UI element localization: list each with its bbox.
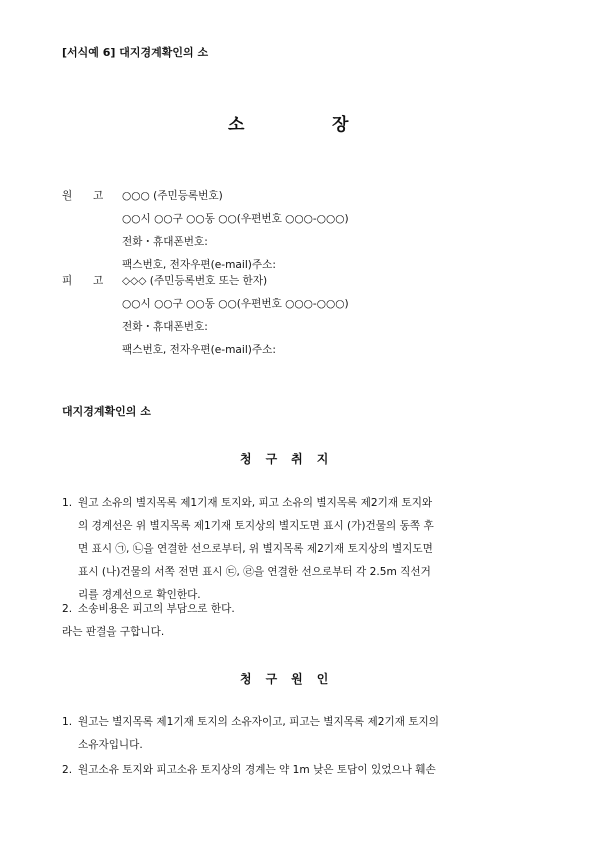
- item-number: 1.: [62, 497, 73, 509]
- item-text: [62, 711, 530, 757]
- doc-title-left: 소: [228, 115, 245, 135]
- item-line: 리를 경계선으로 확인한다.: [78, 589, 201, 601]
- claim-cause-item-1: [62, 711, 530, 757]
- doc-title-right: 장: [332, 115, 349, 135]
- defendant-label-b: 고: [93, 275, 104, 287]
- item-line: 소송비용은 피고의 부담으로 한다.: [78, 603, 235, 615]
- plaintiff-fax-email: 팩스번호, 전자우편(e-mail)주소:: [122, 259, 276, 271]
- claim-purpose-item-1: [62, 492, 530, 607]
- item-line: 원고 소유의 별지목록 제1기재 토지와, 피고 소유의 별지목록 제2기재 토지와: [78, 497, 433, 509]
- defendant-phone: 전화・휴대폰번호:: [122, 321, 208, 333]
- plaintiff-address: ○○시 ○○구 ○○동 ○○(우편번호 ○○○-○○○): [122, 213, 349, 225]
- claim-purpose-item-2: [62, 598, 530, 621]
- claim-purpose-closing: 라는 판결을 구합니다.: [62, 626, 165, 638]
- item-line: 원고는 별지목록 제1기재 토지의 소유자이고, 피고는 별지목록 제2기재 토지의: [78, 716, 440, 728]
- plaintiff-name: ○○○ (주민등록번호): [122, 190, 223, 202]
- item-line: 표시 (나)건물의 서쪽 전면 표시 ㉢, ㉣을 연결한 선으로부터 각 2.5m 직선거: [78, 566, 431, 578]
- plaintiff-phone: 전화・휴대폰번호:: [122, 236, 208, 248]
- form-header: [서식예 6] 대지경계확인의 소: [62, 46, 209, 59]
- item-line: 의 경계선은 위 별지목록 제1기재 토지상의 별지도면 표시 (가)건물의 동쪽 후: [78, 520, 434, 532]
- item-number: 2.: [62, 603, 73, 615]
- claim-cause-item-2: [62, 759, 530, 782]
- defendant-fax-email: 팩스번호, 전자우편(e-mail)주소:: [122, 344, 276, 356]
- defendant-name: ◇◇◇ (주민등록번호 또는 한자): [122, 275, 268, 287]
- claim-purpose-heading: 청구취지: [240, 452, 343, 466]
- item-text: [62, 492, 530, 607]
- item-line: 소유자입니다.: [78, 739, 143, 751]
- claim-cause-heading: 청구원인: [240, 672, 343, 686]
- item-line: 원고소유 토지와 피고소유 토지상의 경계는 약 1m 낮은 토담이 있었으나 훼손: [78, 764, 436, 776]
- case-name: 대지경계확인의 소: [62, 405, 151, 418]
- item-line: 면 표시 ㉠, ㉡을 연결한 선으로부터, 위 별지목록 제2기재 토지상의 별지도면: [78, 543, 433, 555]
- defendant-label-a: 피: [62, 275, 73, 287]
- item-number: 2.: [62, 764, 73, 776]
- plaintiff-label-a: 원: [62, 190, 73, 202]
- defendant-address: ○○시 ○○구 ○○동 ○○(우편번호 ○○○-○○○): [122, 298, 349, 310]
- item-number: 1.: [62, 716, 73, 728]
- plaintiff-label-b: 고: [93, 190, 104, 202]
